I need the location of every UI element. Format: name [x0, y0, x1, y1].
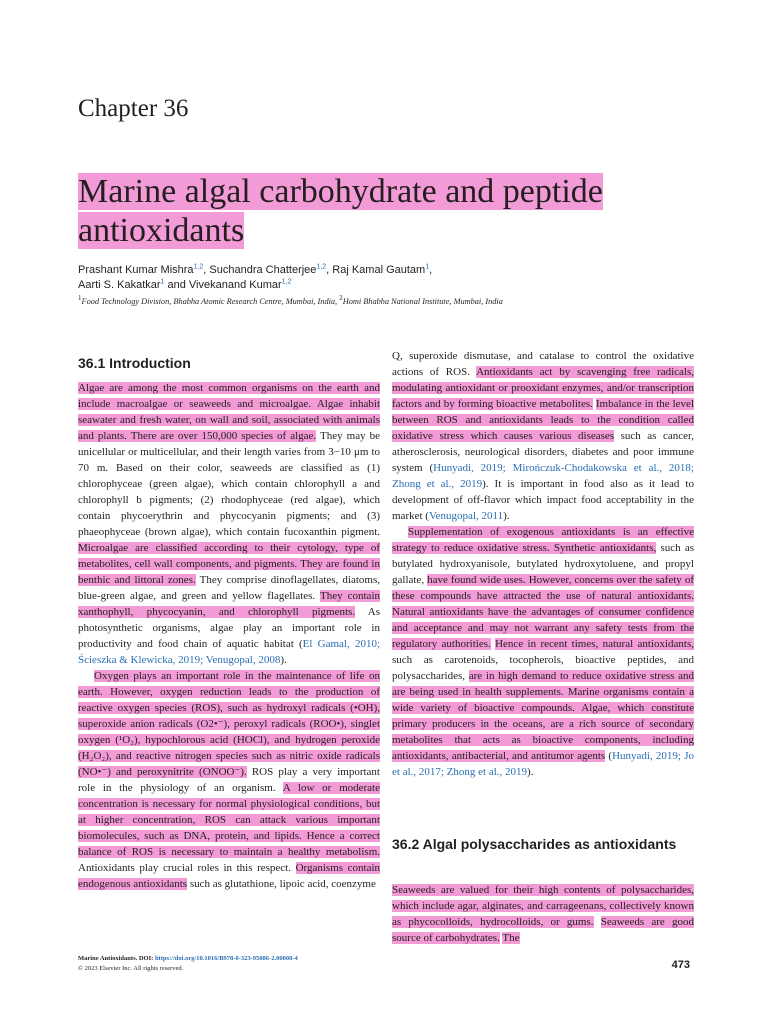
highlighted-text: Seaweeds are valued for their high contents of polysaccharides, which include agar, alginates, and carrageenans, collectively known as phycocolloids, hydrocolloids, or gums. — [392, 884, 694, 928]
section-heading-polysaccharides: 36.2 Algal polysaccharides as antioxidants — [392, 836, 677, 852]
highlighted-text: The — [502, 932, 520, 944]
author-affiliation-marker[interactable]: 1 — [160, 278, 165, 286]
author-separator: and — [164, 279, 189, 291]
highlighted-text: Oxygen plays an important role in the maintenance of life on earth. However, oxygen reduction leads to the production of reactive oxygen species (ROS), such as hydroxyl radicals (•OH), superoxide anion radicals (O2•⁻), peroxyl radicals (ROO•), singlet oxygen (¹O₂), hypochlorous acid (HOCl), and hydrogen peroxide (H₂O₂), and reactive nitrogen species such as nitric oxide radicals (NO•⁻) and peroxynitrite (ONOO⁻). — [78, 670, 380, 778]
highlighted-text: Antioxidants act by scavenging free radicals, modulating antioxidant or prooxidant enzymes, and/or transcription factors and by forming bioactive metabolites. — [392, 366, 694, 410]
affiliation-text: Food Technology Division, Bhabha Atomic Research Centre, Mumbai, India, — [81, 297, 340, 306]
author-separator: , — [203, 264, 210, 276]
body-text: such as glutathione, lipoic acid, coenzyme — [187, 878, 376, 890]
body-text: ROS play a very important role in the physiology of an organism. — [78, 766, 380, 794]
title-line-2: antioxidants — [78, 212, 245, 249]
body-text: Q, superoxide dismutase, and catalase to control the oxidative actions of ROS. — [392, 350, 694, 378]
copyright-notice: © 2023 Elsevier Inc. All rights reserved. — [78, 965, 184, 972]
highlighted-text: Seaweeds are good source of carbohydrates. — [392, 916, 694, 944]
body-text — [594, 916, 601, 928]
paragraph — [78, 380, 380, 668]
highlighted-text: have found wide uses. However, concerns over the safety of these compounds have attracted the use of natural antioxidants. — [392, 574, 694, 602]
body-text: As photosynthetic organisms, algae play an important role in productivity and food chain of aquatic habitat ( — [78, 606, 380, 650]
paragraph — [392, 348, 694, 524]
affiliation-marker: 1 — [78, 294, 82, 303]
body-text: such as butylated hydroxyanisole, butylated hydroxytoluene, and propyl gallate, — [392, 542, 695, 586]
author-affiliation-marker[interactable]: 1,2 — [193, 263, 204, 271]
chapter-title — [78, 172, 678, 250]
body-text: ). — [503, 510, 510, 522]
body-text: such as carotenoids, tocopherols, bioactive peptides, and polysaccharides, — [392, 654, 694, 682]
footer-doi-line — [78, 954, 408, 964]
affiliation-marker: 2 — [339, 294, 343, 303]
author-list — [78, 263, 698, 293]
body-text: They may be unicellular or multicellular, and their length varies from 3−10 μm to 70 m. Based on their color, seaweeds are classified as (1) chlorophyceae (green algae), which contain chlorophyll a and chlorophyll b pigments; (2) rhodophyceae (red algae), which contain phycoerythrin and phycocyanin pigments; and (3) phaeophyceae (brown algae), which contain fucoxanthin pigment. — [78, 430, 380, 538]
chapter-label: Chapter 36 — [78, 95, 189, 122]
body-text: They comprise dinoflagellates, diatoms, blue-green algae, and green and yellow flagellates. — [78, 574, 380, 602]
author-name: Prashant Kumar Mishra — [78, 264, 194, 276]
highlighted-text: Supplementation of exogenous antioxidants is an effective strategy to reduce oxidative stress. Synthetic antioxidants, — [392, 526, 694, 554]
paragraph — [78, 668, 380, 892]
body-text: ). — [280, 654, 287, 666]
highlighted-text: Natural antioxidants have the advantages of consumer confidence and acceptance and may not warrant any safety tests from the regulatory authorities. — [392, 606, 694, 650]
author-separator: , — [429, 264, 433, 276]
body-text: ). — [527, 766, 534, 778]
page-footer — [78, 954, 408, 974]
highlighted-text: Organisms contain endogenous antioxidants — [78, 862, 381, 890]
highlighted-text: A low or moderate concentration is necessary for normal physiological conditions, but at higher concentration, ROS can attack various important biomolecules, such as DNA, protein, and lipids. Hence a correct balance of ROS is necessary to maintain a healthy metabolism. — [78, 782, 380, 858]
author-line-1 — [78, 263, 698, 278]
author-line-2 — [78, 278, 698, 293]
author-separator: , — [326, 264, 333, 276]
body-text: ). It is important in food also as it lead to development of off-flavor which impact food acceptability in the market ( — [392, 478, 694, 522]
body-text: Antioxidants play crucial roles in this respect. — [78, 862, 296, 874]
right-column-text — [392, 348, 694, 780]
body-text: such as cancer, atherosclerosis, neurological disorders, diabetes and poor immune system ( — [392, 430, 694, 474]
body-text: ( — [605, 750, 613, 762]
page-number: 473 — [671, 959, 690, 971]
affiliation-text: Homi Bhabha National Institute, Mumbai, India — [342, 297, 503, 306]
author-name: Aarti S. Kakatkar — [78, 279, 161, 291]
paragraph — [392, 524, 694, 780]
citation-link[interactable]: Hunyadi, 2019; Jo et al., 2017; Zhong et al., 2019 — [392, 750, 694, 778]
paragraph — [392, 882, 694, 946]
title-line-1: Marine algal carbohydrate and peptide — [78, 173, 603, 210]
author-name: Vivekanand Kumar — [188, 279, 282, 291]
journal-name: Marine Antioxidants. — [78, 955, 138, 962]
highlighted-text: are in high demand to reduce oxidative stress and are being used in health supplements. Marine organisms contain a wide variety of bioactive compounds. Algae, which constitute primary producers in the oceans, are a rich source of secondary metabolites that acts as bioactive components, including antioxidants, antibacterial, and antitumor agents — [392, 670, 694, 762]
doi-label: DOI: — [138, 955, 154, 962]
author-affiliation-marker[interactable]: 1,2 — [281, 278, 292, 286]
author-name: Suchandra Chatterjee — [209, 264, 317, 276]
affiliations — [78, 296, 718, 307]
author-name: Raj Kamal Gautam — [332, 264, 426, 276]
section2-text — [392, 882, 694, 946]
author-affiliation-marker[interactable]: 1 — [425, 263, 430, 271]
citation-link[interactable]: Venugopal, 2011 — [428, 510, 504, 522]
author-affiliation-marker[interactable]: 1,2 — [316, 263, 327, 271]
doi-link[interactable]: https://doi.org/10.1016/B978-0-323-95086-2.00008-4 — [154, 955, 298, 962]
citation-link[interactable]: El Gamal, 2010; Ścieszka & Klewicka, 2019; Venugopal, 2008 — [78, 638, 381, 666]
highlighted-text: Algae are among the most common organisms on the earth and include macroalgae or seaweeds and microalgae. Algae inhabit seawater and fresh water, on wall and soil, associated with animals and plants. There are over 150,000 species of algae. — [78, 382, 380, 442]
highlighted-text: Microalgae are classified according to their cytology, type of metabolites, cell wall components, and pigments. They are found in benthic and littoral zones. — [78, 542, 380, 586]
highlighted-text: Hence in recent times, natural antioxidants, — [495, 638, 695, 650]
highlighted-text: They contain xanthophyll, phycocyanin, and chlorophyll pigments. — [78, 590, 380, 618]
citation-link[interactable]: Hunyadi, 2019; Mirończuk-Chodakowska et al., 2018; Zhong et al., 2019 — [392, 462, 694, 490]
highlighted-text: Imbalance in the level between ROS and antioxidants leads to the condition called oxidative stress which causes various diseases — [392, 398, 694, 442]
left-column-text — [78, 380, 380, 892]
section-heading-introduction: 36.1 Introduction — [78, 355, 191, 371]
